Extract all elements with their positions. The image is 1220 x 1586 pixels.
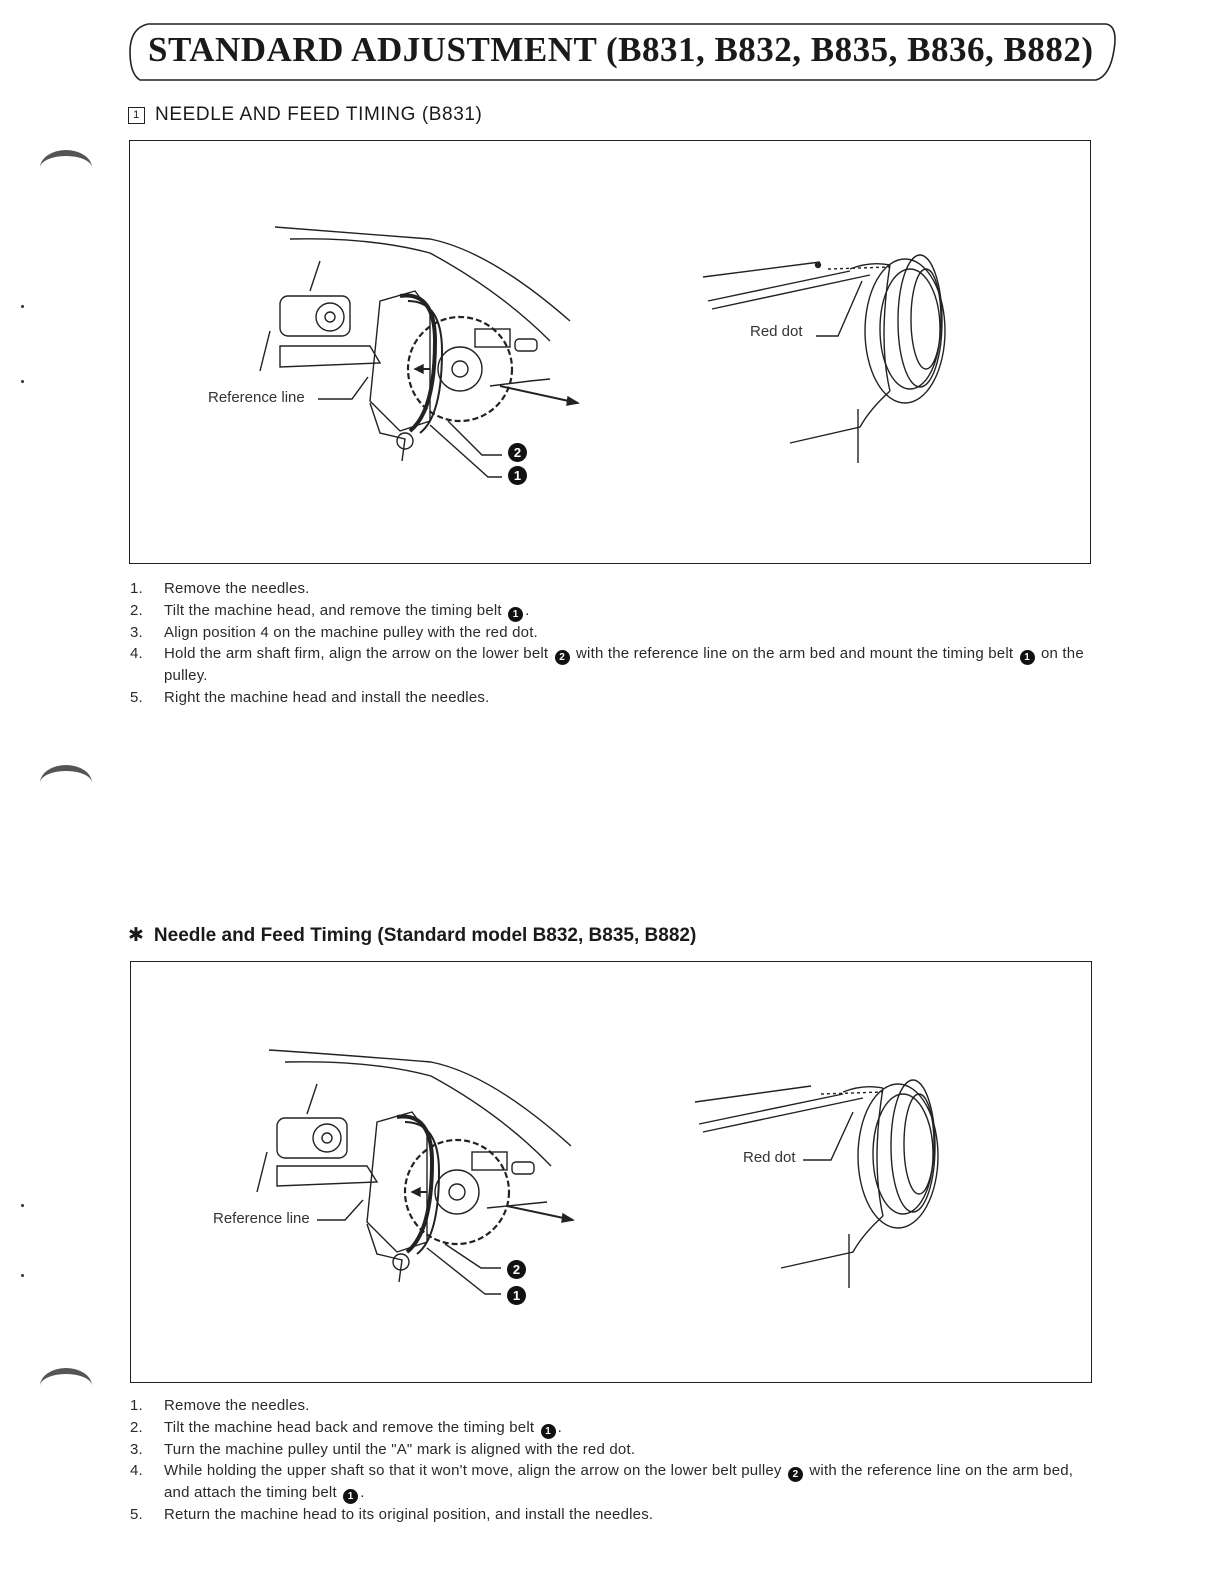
steps-list-standard-model: [128, 1395, 1094, 1526]
edge-dot: [21, 380, 24, 383]
red-dot-label: Red dot: [750, 323, 803, 340]
reference-line-label: Reference line: [213, 1210, 310, 1227]
step-item: 5. Return the machine head to its original position, and install the needles.: [130, 1506, 654, 1523]
callout-2-inline: 2: [555, 650, 570, 665]
step-item: 3. Turn the machine pulley until the "A" mark is aligned with the red dot.: [130, 1440, 636, 1458]
steps-list-b831: [128, 578, 1094, 708]
page-title: STANDARD ADJUSTMENT (B831, B832, B835, B836, B882): [148, 30, 1094, 69]
figure-standard-model: [130, 961, 1092, 1383]
step-item: 4. While holding the upper shaft so that it won't move, align the arrow on the lower belt pulley 2 with the reference line on the arm bed, and attach the timing belt 1 .: [130, 1462, 1074, 1502]
binder-hole-mark: [40, 765, 92, 801]
section-heading-standard-model: [128, 924, 696, 947]
step-item: 4. Hold the arm shaft firm, align the arrow on the lower belt 2 with the reference line on the arm bed and mount the timing belt 1 on the pulley.: [130, 645, 1084, 684]
section-number-box: 1: [128, 107, 145, 124]
binder-hole-mark: [40, 150, 92, 186]
red-dot-label: Red dot: [743, 1149, 796, 1166]
section-title: Needle and Feed Timing (Standard model B832, B835, B882): [153, 924, 697, 946]
edge-dot: [21, 1204, 24, 1207]
reference-line-label: Reference line: [208, 389, 305, 406]
page-title-banner: [128, 22, 1116, 80]
callout-1-inline: 1: [508, 607, 523, 622]
callout-2: 2: [507, 1260, 526, 1279]
asterisk-marker: ✱: [128, 925, 144, 946]
machine-illustration: [131, 962, 1091, 1382]
callout-1-inline: 1: [343, 1489, 358, 1504]
step-item: 5. Right the machine head and install the needles.: [130, 688, 490, 706]
callout-2: 2: [508, 443, 527, 462]
step-item: 2. Tilt the machine head back and remove the timing belt 1 .: [130, 1418, 562, 1437]
machine-illustration: [130, 141, 1090, 563]
section-heading-b831: [128, 104, 482, 126]
callout-1: 1: [507, 1286, 526, 1305]
step-item: 3. Align position 4 on the machine pulley with the red dot.: [130, 623, 538, 641]
binder-hole-mark: [40, 1368, 92, 1404]
step-item: 1. Remove the needles.: [130, 580, 310, 597]
edge-dot: [21, 305, 24, 308]
callout-1-inline: 1: [1020, 650, 1035, 665]
edge-dot: [21, 1274, 24, 1277]
step-item: 1. Remove the needles.: [130, 1397, 310, 1414]
step-item: 2. Tilt the machine head, and remove the timing belt 1 .: [130, 601, 530, 620]
figure-b831: [129, 140, 1091, 564]
callout-1: 1: [508, 466, 527, 485]
callout-1-inline: 1: [541, 1424, 556, 1439]
section-title: NEEDLE AND FEED TIMING (B831): [155, 104, 483, 125]
callout-2-inline: 2: [788, 1467, 803, 1482]
